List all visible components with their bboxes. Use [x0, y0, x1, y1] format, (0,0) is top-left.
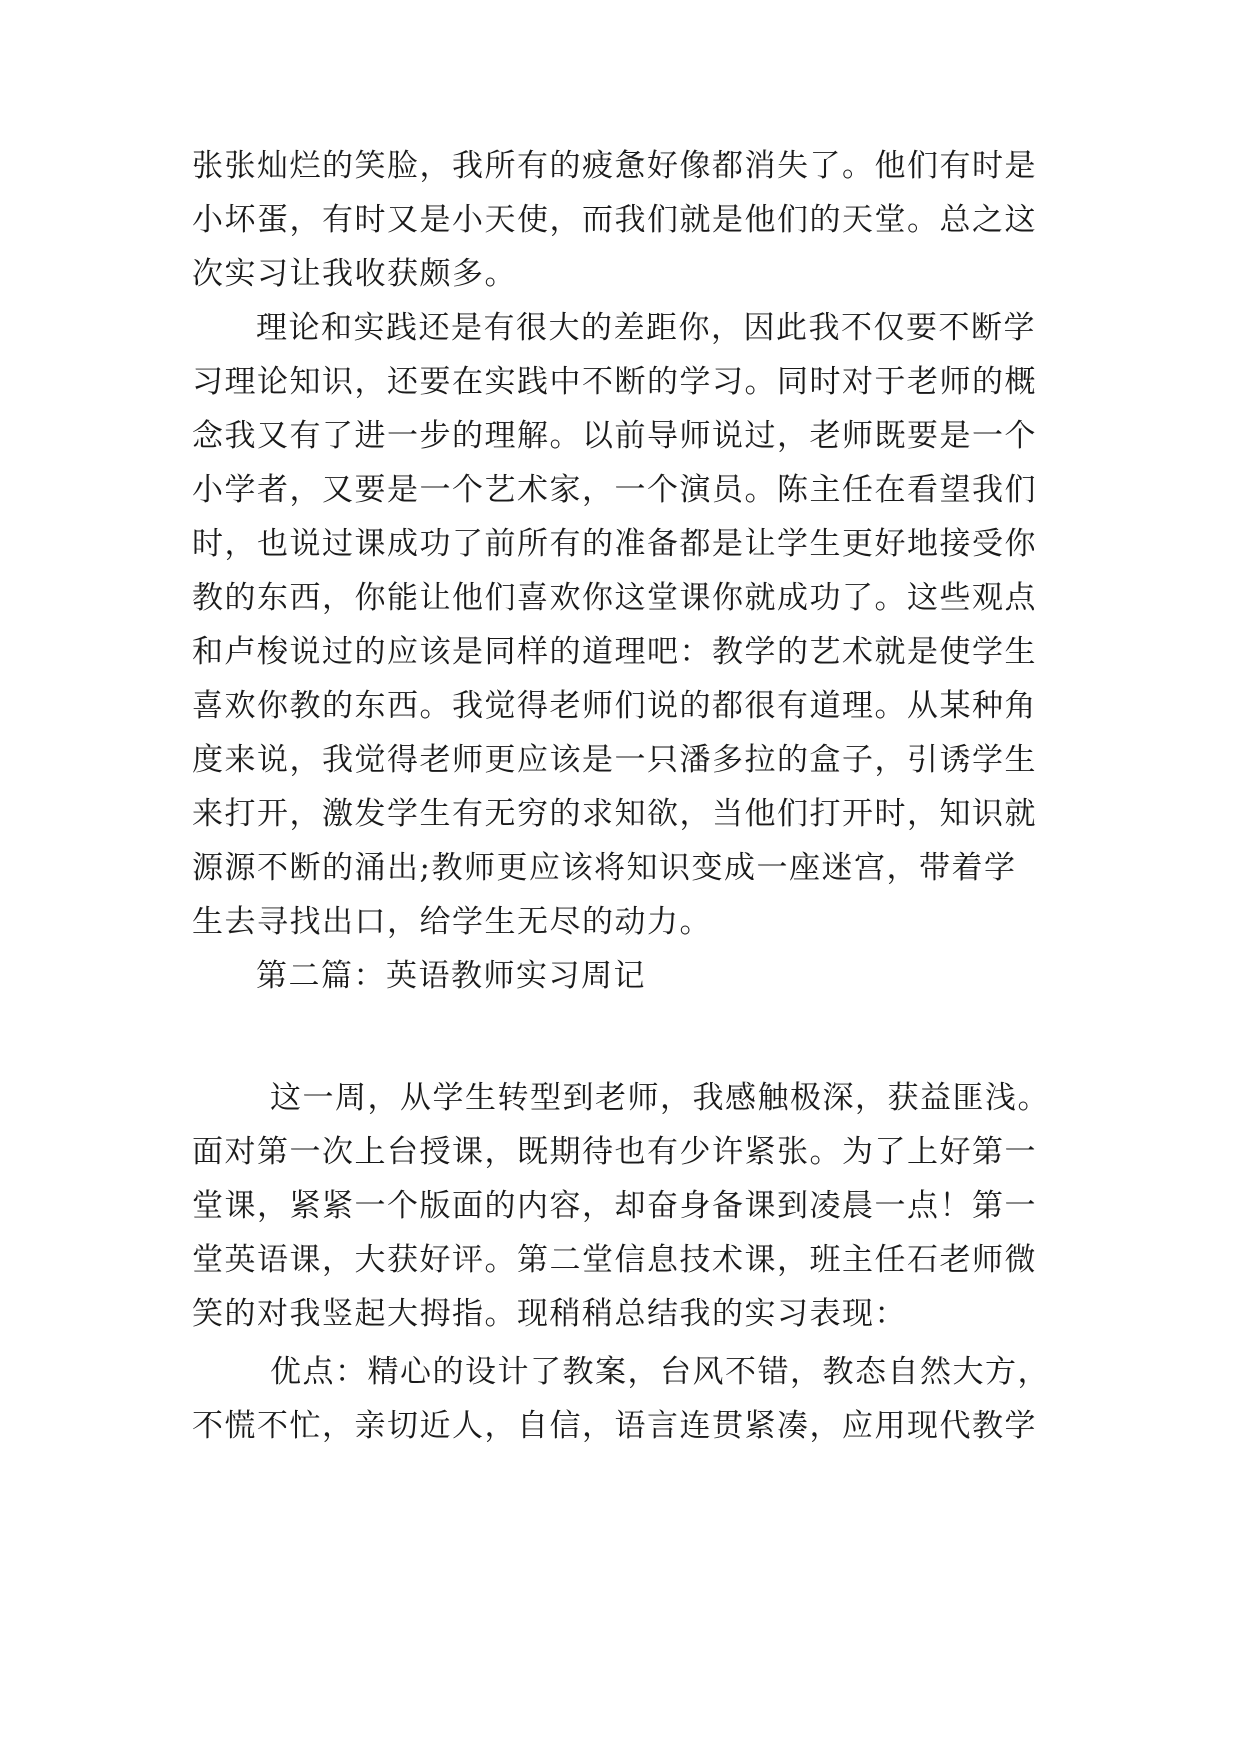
paragraph-2-line-4: 小学者，又要是一个艺术家，一个演员。陈主任在看望我们	[192, 472, 1037, 508]
paragraph-4-line-2: 不慌不忙，亲切近人，自信，语言连贯紧凑，应用现代教学	[192, 1408, 1037, 1444]
paragraph-1-line-2: 小坏蛋，有时又是小天使，而我们就是他们的天堂。总之这	[192, 202, 1037, 238]
paragraph-3-line-2: 面对第一次上台授课，既期待也有少许紧张。为了上好第一	[192, 1134, 1037, 1170]
paragraph-3-line-5: 笑的对我竖起大拇指。现稍稍总结我的实习表现：	[192, 1296, 907, 1332]
paragraph-2-line-9: 度来说，我觉得老师更应该是一只潘多拉的盒子，引诱学生	[192, 742, 1037, 778]
paragraph-2-line-10: 来打开，激发学生有无穷的求知欲，当他们打开时，知识就	[192, 796, 1037, 832]
paragraph-2-line-7: 和卢梭说过的应该是同样的道理吧：教学的艺术就是使学生	[192, 634, 1037, 670]
paragraph-2-line-2: 习理论知识，还要在实践中不断的学习。同时对于老师的概	[192, 364, 1037, 400]
paragraph-2-line-8: 喜欢你教的东西。我觉得老师们说的都很有道理。从某种角	[192, 688, 1037, 724]
paragraph-3-line-4: 堂英语课，大获好评。第二堂信息技术课，班主任石老师微	[192, 1242, 1037, 1278]
paragraph-3-line-1: 这一周，从学生转型到老师，我感触极深，获益匪浅。	[270, 1080, 1050, 1116]
paragraph-2-line-12: 生去寻找出口，给学生无尽的动力。	[192, 904, 712, 940]
paragraph-2-line-11: 源源不断的涌出;教师更应该将知识变成一座迷宫，带着学	[192, 850, 1017, 886]
section-heading: 第二篇：英语教师实习周记	[256, 958, 646, 994]
paragraph-2-line-1: 理论和实践还是有很大的差距你，因此我不仅要不断学	[256, 310, 1036, 346]
paragraph-2-line-5: 时，也说过课成功了前所有的准备都是让学生更好地接受你	[192, 526, 1037, 562]
paragraph-2-line-6: 教的东西，你能让他们喜欢你这堂课你就成功了。这些观点	[192, 580, 1037, 616]
paragraph-1-line-1: 张张灿烂的笑脸，我所有的疲惫好像都消失了。他们有时是	[192, 148, 1037, 184]
paragraph-2-line-3: 念我又有了进一步的理解。以前导师说过，老师既要是一个	[192, 418, 1037, 454]
paragraph-1-line-3: 次实习让我收获颇多。	[192, 256, 517, 292]
paragraph-3-line-3: 堂课，紧紧一个版面的内容，却奋身备课到凌晨一点！第一	[192, 1188, 1037, 1224]
paragraph-4-line-1: 优点：精心的设计了教案，台风不错，教态自然大方，	[270, 1354, 1050, 1390]
